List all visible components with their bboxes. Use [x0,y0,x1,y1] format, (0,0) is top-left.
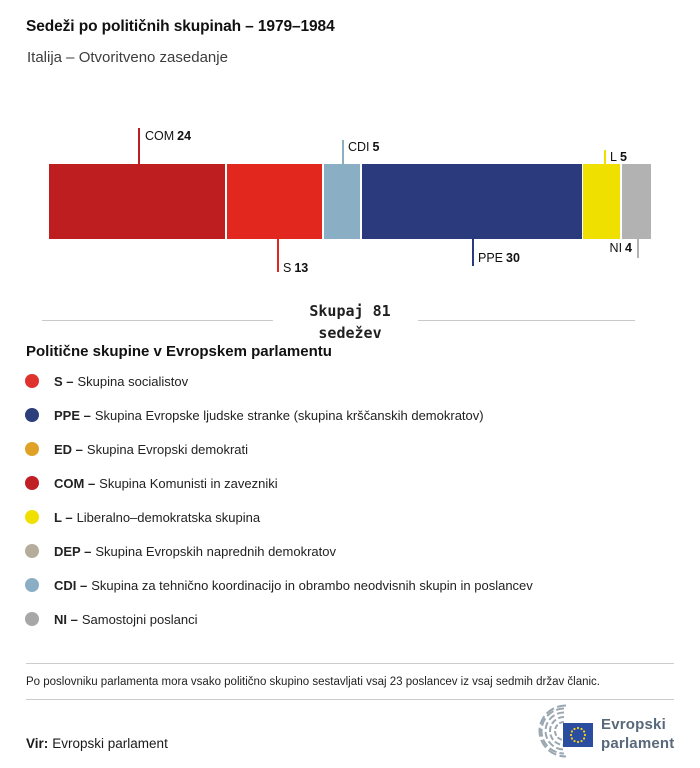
legend-item-cdi [25,577,533,593]
source-text: Evropski parlament [52,736,168,751]
total-divider-left [42,320,273,321]
legend-abbr-dep: DEP – [54,543,92,559]
logo-wordmark-line1: Evropski [601,716,666,733]
legend-text-dep [54,544,336,559]
legend-text-cdi [54,578,533,593]
logo-wordmark-line2: parlament [601,735,675,752]
legend-dot-ppe-icon [25,408,39,422]
legend-abbr-s: S – [54,373,74,389]
legend-dot-com-icon [25,476,39,490]
legend-text-s [54,374,188,389]
page-subtitle: Italija – Otvoritveno zasedanje [27,49,228,66]
tick-cdi [342,140,344,164]
legend-dot-ni-icon [25,612,39,626]
total-divider-right [418,320,635,321]
bar-segment-l[interactable] [583,164,620,239]
legend-text-l [54,510,260,525]
bar-label-l-seats: 5 [619,150,627,164]
tick-l [604,150,606,164]
bar-segment-cdi[interactable] [324,164,361,239]
legend-abbr-l: L – [54,509,73,525]
bar-label-cdi-seats: 5 [372,140,380,154]
tick-s [277,239,279,272]
bar-label-s-seats: 13 [294,261,309,275]
bar-segment-ppe[interactable] [362,164,582,239]
legend-text-ppe [54,408,484,423]
bar-label-s [283,261,308,275]
legend-name-ed: Skupina Evropski demokrati [86,441,249,457]
legend-name-cdi: Skupina za tehnično koordinacijo in obrambo neodvisnih skupin in poslancev [91,577,533,593]
footer-divider-bottom [26,699,674,700]
bar-label-ppe-code: PPE [478,251,504,265]
legend-name-ni: Samostojni poslanci [81,611,198,627]
legend-abbr-cdi: CDI – [54,577,88,593]
legend-abbr-ed: ED – [54,441,83,457]
footer-divider-top [26,663,674,664]
bar-label-cdi [348,140,379,154]
bar-label-l-code: L [610,150,617,164]
legend-abbr-ppe: PPE – [54,407,91,423]
total-seats-label [309,300,390,344]
bar-label-com-code: COM [145,129,175,143]
footnote: Po poslovniku parlamenta mora vsako politično skupino sestavljati vsaj 23 poslancev iz vsaj sedmih držav članic. [26,676,601,688]
legend-heading: Politične skupine v Evropskem parlamentu [26,343,332,360]
legend-dot-ed-icon [25,442,39,456]
legend-item-dep [25,543,336,559]
legend-abbr-com: COM – [54,475,96,491]
tick-ni [637,239,639,258]
bar-label-cdi-code: CDI [348,140,370,154]
legend-item-s [25,373,188,389]
total-seats-line2: sedežev [318,324,382,342]
legend-item-l [25,509,260,525]
legend-dot-l-icon [25,510,39,524]
seats-stacked-bar [49,164,651,239]
bar-segment-ni[interactable] [622,164,651,239]
total-seats-line1: Skupaj 81 [309,302,391,320]
legend-item-ed [25,441,248,457]
bar-label-com [145,129,191,143]
page-title: Sedeži po političnih skupinah – 1979–1984 [26,18,335,35]
bar-segment-com[interactable] [49,164,225,239]
bar-label-ni [598,241,632,255]
logo-wordmark [601,715,675,753]
legend-dot-s-icon [25,374,39,388]
legend-text-ed [54,442,248,457]
source-line [26,736,168,751]
legend-item-ni [25,611,197,627]
bar-segment-s[interactable] [227,164,322,239]
legend-dot-dep-icon [25,544,39,558]
bar-label-com-seats: 24 [177,129,192,143]
legend-dot-cdi-icon [25,578,39,592]
bar-label-ppe-seats: 30 [506,251,520,265]
european-parliament-logo [524,703,694,761]
bar-label-l [610,150,627,164]
tick-ppe [472,239,474,266]
legend-text-ni [54,612,197,627]
tick-com [138,128,140,164]
legend-name-l: Liberalno–demokratska skupina [76,509,261,525]
bar-label-ppe [478,251,520,265]
legend-name-s: Skupina socialistov [77,373,189,389]
legend-abbr-ni: NI – [54,611,78,627]
bar-label-ni-seats: 4 [625,241,632,255]
legend-name-ppe: Skupina Evropske ljudske stranke (skupina krščanskih demokratov) [94,407,484,423]
bar-label-s-code: S [283,261,292,275]
legend-item-com [25,475,278,491]
hemicycle-eu-flag-icon [524,703,608,759]
legend-name-dep: Skupina Evropskih naprednih demokratov [95,543,336,559]
source-label: Vir: [26,736,49,751]
legend-name-com: Skupina Komunisti in zavezniki [99,475,278,491]
bar-label-ni-code: NI [609,241,623,255]
legend-item-ppe [25,407,484,423]
legend-text-com [54,476,278,491]
